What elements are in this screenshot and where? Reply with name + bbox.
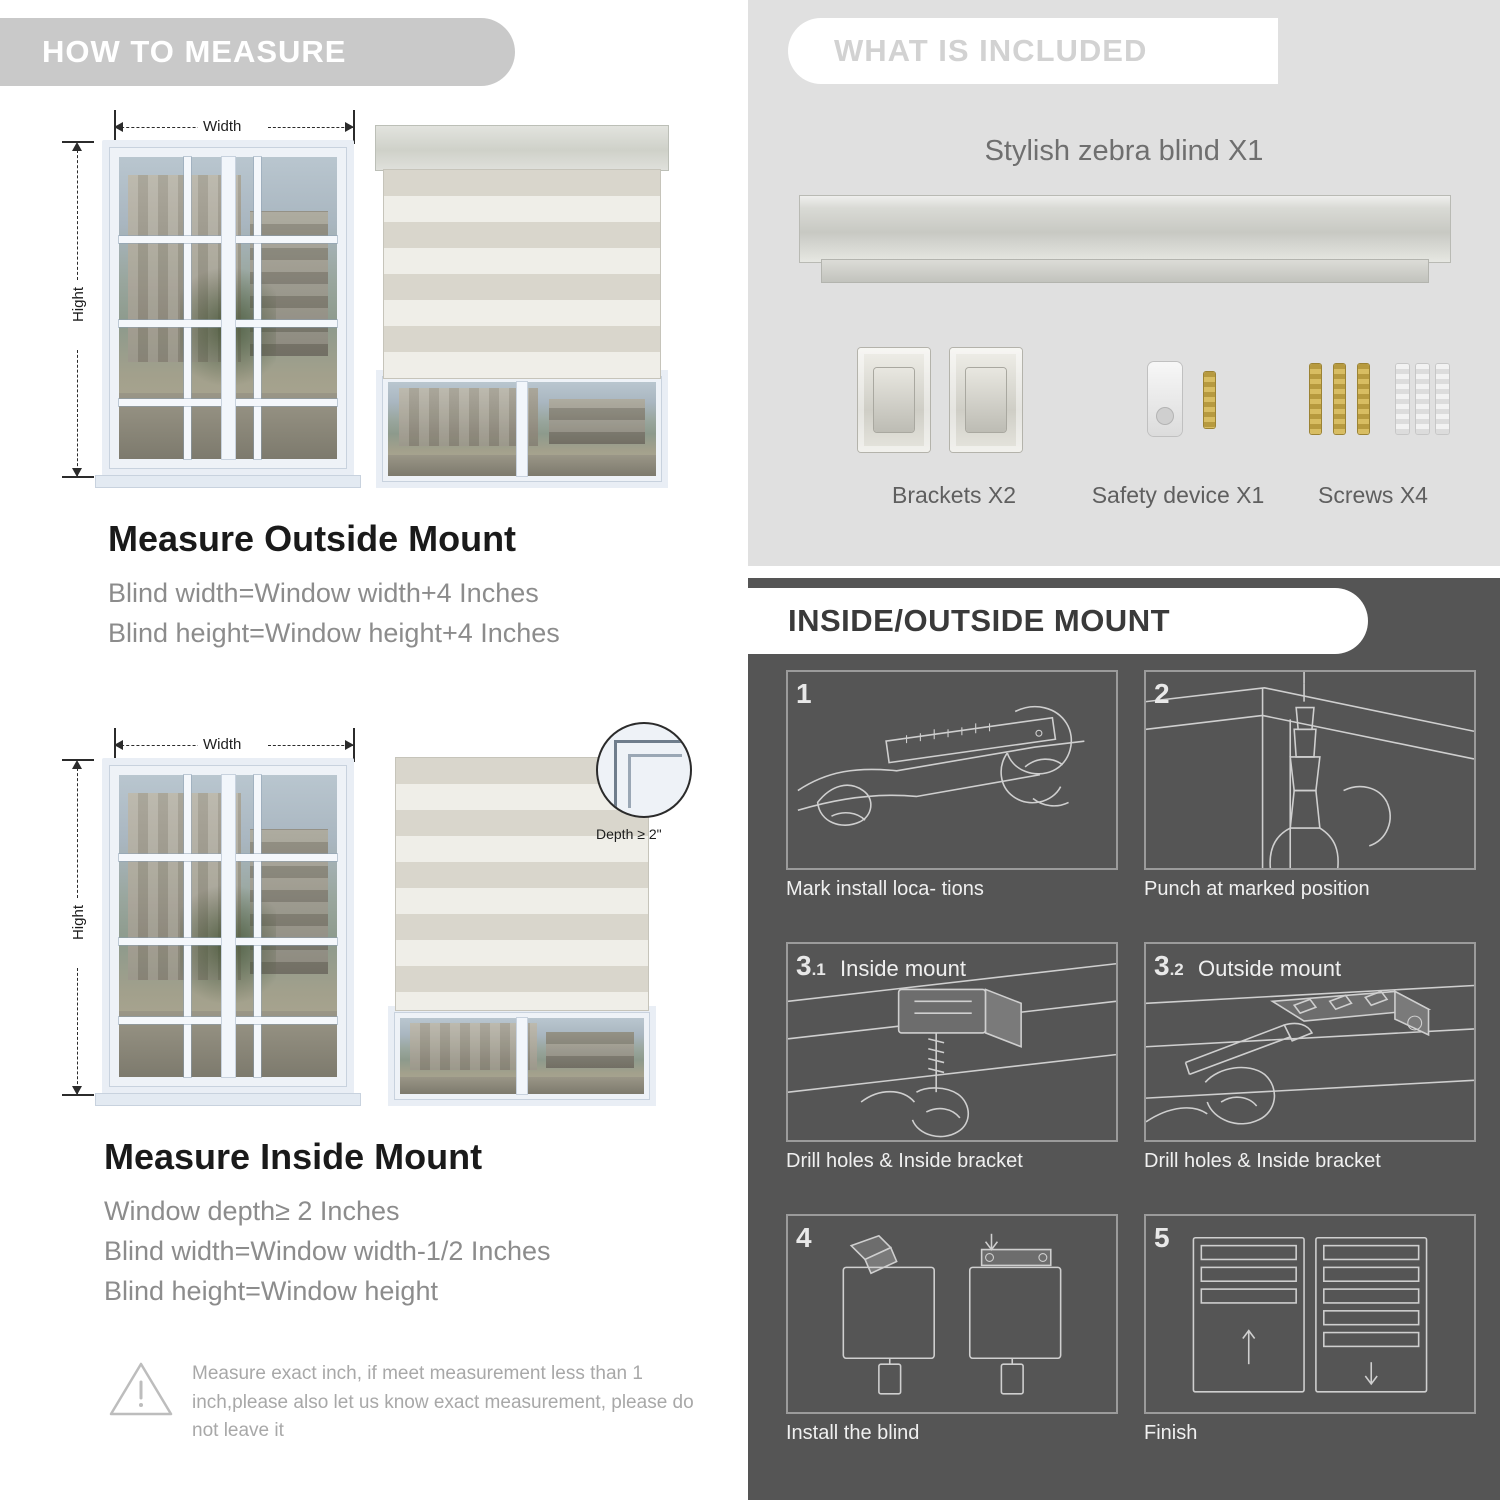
window-sill [96,476,360,487]
measure-note-text: Measure exact inch, if meet measurement less than 1 inch,please also let us know exact measurement, please do not leave it [192,1363,694,1441]
screw-icon-1 [1310,364,1321,434]
dim2-height-dash-top [77,768,78,898]
step-3-2-caption: Drill holes & Inside bracket [1144,1150,1381,1172]
included-product-title: Stylish zebra blind X1 [984,135,1264,167]
blind-fabric [384,170,660,378]
dim2-height-dash-bottom [77,968,78,1094]
mount-step-4-image [786,1214,1118,1414]
inside-mount-line-1: Window depth≥ 2 Inches [104,1196,400,1226]
step-3-1-inline-label: Inside mount [840,956,966,981]
mount-step-2-image [1144,670,1476,870]
measure-note [108,1360,708,1446]
step-1-caption: Mark install loca- tions [786,878,984,900]
dim2-width-tick-right [353,728,355,762]
anchor-icon-2 [1416,364,1429,434]
inside-mount-diagram [0,718,700,1118]
step-4-caption: Install the blind [786,1422,920,1444]
outside-mount-blind [376,126,668,488]
safety-device-icon [1148,362,1182,436]
dim-height-tick-top [62,141,94,143]
dim-height-label: Hight [70,287,87,323]
how-to-measure-column [0,0,740,1500]
dim2-width-dash-right [268,745,354,746]
mount-step-3-1-image [786,942,1118,1142]
blind-window-below-2 [388,1006,656,1106]
step-3-2-inline-label: Outside mount [1198,956,1342,981]
dim2-width-tick-left [114,728,116,762]
anchor-icon-1 [1396,364,1409,434]
outside-mount-diagram [0,100,700,500]
step-3-1-number: 3.1 [796,950,826,981]
step-4-sketch [788,1216,1116,1414]
step-5-sketch [1146,1216,1474,1414]
dim-height-dash-top [77,150,78,280]
dim-width-dash-right [268,127,354,128]
what-is-included-badge: WHAT IS INCLUDED [788,18,1278,84]
window-illustration-2 [102,758,354,1094]
dim-height-arrow-up [72,142,82,151]
outside-mount-line-1: Blind width=Window width+4 Inches [108,578,539,608]
blind-window-split-2 [517,1018,527,1094]
anchor-icon-3 [1436,364,1449,434]
outside-mount-title: Measure Outside Mount [108,518,517,559]
window-sill-2 [96,1094,360,1105]
dim2-height-tick-bottom [62,1094,94,1096]
bracket-icon-2 [950,348,1022,452]
blind-window-split [517,382,527,476]
dim-width-tick-left [114,110,116,144]
dim-width-label: Width [198,118,246,135]
screw-icon-2 [1334,364,1345,434]
outside-mount-text [108,518,728,654]
part-safety-label: Safety device X1 [1091,482,1265,508]
included-parts-row [748,330,1500,510]
dim-width-tick-right [353,110,355,144]
window-illustration [102,140,354,476]
outside-mount-block [0,100,740,648]
window-center-frame [222,157,235,459]
step-4-number: 4 [796,1222,812,1253]
right-column [748,0,1500,1500]
bracket-icon-1 [858,348,930,452]
mount-step-5-image [1144,1214,1476,1414]
step-5-number: 5 [1154,1222,1170,1253]
depth-callout-label: Depth ≥ 2" [596,826,662,842]
inside-mount-line-3: Blind height=Window height [104,1275,438,1306]
depth-callout-circle [596,722,692,818]
blind-headrail [376,126,668,170]
inside-mount-title: Measure Inside Mount [104,1136,483,1177]
how-to-measure-badge: HOW TO MEASURE [0,18,515,86]
mount-step-3-1 [786,942,1118,1173]
mount-step-3-2-image [1144,942,1476,1142]
part-screws-label: Screws X4 [1318,482,1428,508]
inside-outside-mount-panel [748,578,1500,1500]
mount-step-4 [786,1214,1118,1445]
step-1-number: 1 [796,678,812,709]
mount-step-1-image [786,670,1118,870]
what-is-included-panel [748,0,1500,566]
inside-mount-line-2: Blind width=Window width-1/2 Inches [104,1235,551,1266]
step-3-2-number: 3.2 [1154,950,1184,981]
dim2-height-arrow-up [72,760,82,769]
step-2-sketch [1146,672,1474,870]
dim2-height-label: Hight [70,905,87,941]
dim2-width-label: Width [198,736,246,753]
step-3-1-caption: Drill holes & Inside bracket [786,1150,1023,1172]
inside-mount-text [104,1136,744,1312]
step-2-number: 2 [1154,678,1170,709]
blind-window-below [376,370,668,488]
inside-outside-mount-badge: INSIDE/OUTSIDE MOUNT [748,588,1368,654]
dim-height-dash-bottom [77,350,78,476]
dim2-height-tick-top [62,759,94,761]
window-center-frame-2 [222,775,235,1077]
mount-step-1 [786,670,1118,901]
safety-screw-icon [1204,372,1215,428]
part-brackets-label: Brackets X2 [892,482,1016,508]
warning-triangle-icon [108,1360,174,1418]
inside-mount-blind [388,758,656,1106]
step-5-caption: Finish [1144,1422,1198,1444]
mount-step-2 [1144,670,1476,901]
step-1-sketch [788,672,1116,870]
zebra-blind-product [800,196,1450,292]
mount-step-5 [1144,1214,1476,1445]
step-2-caption: Punch at marked position [1144,878,1370,900]
screw-icon-3 [1358,364,1369,434]
mount-step-3-2 [1144,942,1476,1173]
dim-height-tick-bottom [62,476,94,478]
inside-mount-block [0,718,740,1306]
outside-mount-line-2: Blind height=Window height+4 Inches [108,617,560,648]
